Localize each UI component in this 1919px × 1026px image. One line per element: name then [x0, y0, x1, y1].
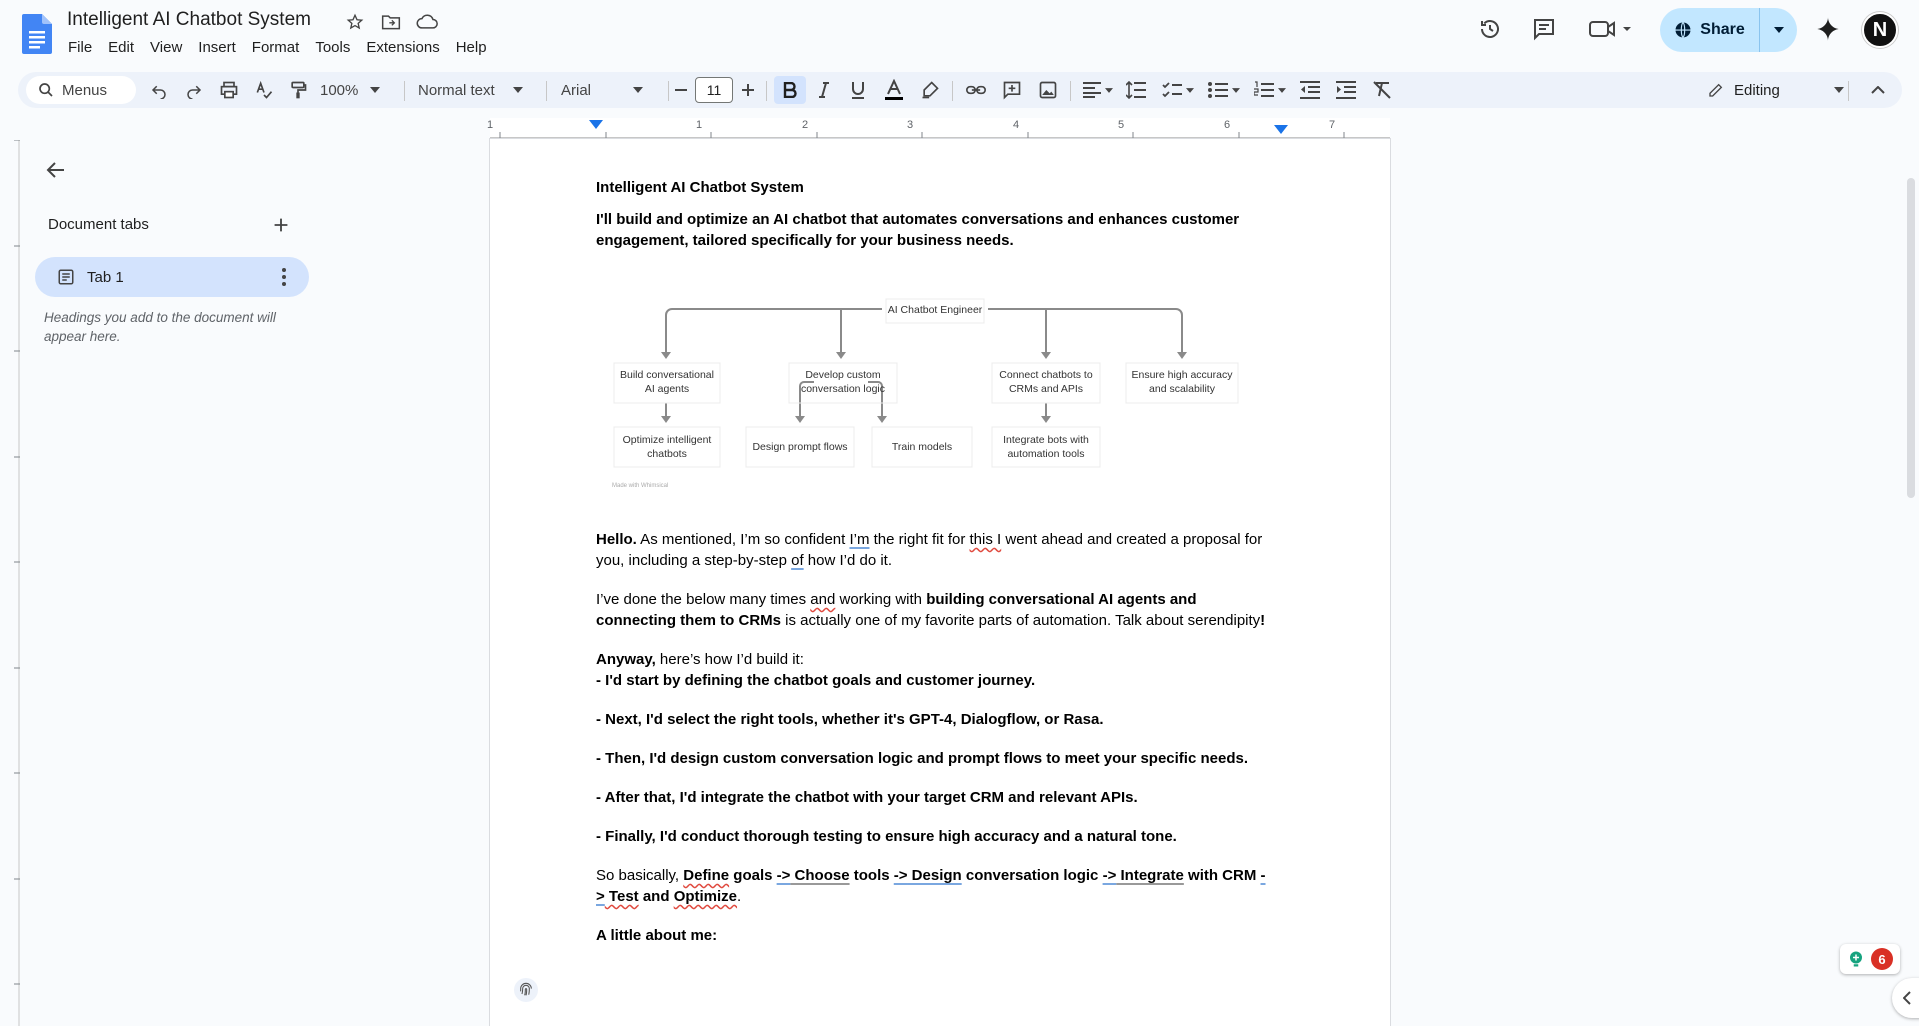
bulb-icon: [1847, 950, 1865, 968]
grammar-suggestion[interactable]: ->: [893, 867, 908, 884]
print-icon[interactable]: [214, 72, 244, 108]
diagram-node: Develop custom conversation logic: [800, 369, 886, 395]
text-color-icon[interactable]: [880, 72, 908, 108]
bulleted-list-select[interactable]: [1204, 72, 1244, 108]
align-select[interactable]: [1078, 72, 1118, 108]
diagram-node: Optimize intelligent chatbots: [622, 434, 712, 460]
ruler-label: 4: [1013, 119, 1020, 131]
grammar-suggestion[interactable]: Integrate: [1116, 867, 1184, 884]
ruler-ticks: [490, 118, 1390, 138]
bold-run: Anyway,: [596, 651, 656, 668]
clear-formatting-icon[interactable]: [1368, 72, 1396, 108]
highlight-color-icon[interactable]: [916, 72, 944, 108]
checklist-icon: [1162, 81, 1182, 99]
ruler-label: 1: [487, 119, 494, 131]
menu-help[interactable]: Help: [455, 39, 487, 56]
share-button[interactable]: [1660, 8, 1797, 52]
menu-tools[interactable]: Tools: [315, 39, 351, 56]
undo-icon[interactable]: [145, 72, 173, 108]
ruler-label: 3: [907, 119, 914, 131]
caret-down-icon: [1774, 27, 1784, 33]
assistant-suggestions-badge[interactable]: [1840, 944, 1900, 974]
caret-down-icon: [370, 87, 380, 93]
meet-icon[interactable]: [1588, 16, 1634, 42]
hide-menus-chevron-icon[interactable]: [1864, 72, 1892, 108]
paragraph-style-select[interactable]: [418, 72, 536, 108]
grammar-suggestion[interactable]: ->: [776, 867, 791, 884]
text-run: I’ve done the below many times: [596, 591, 811, 608]
architecture-diagram[interactable]: [596, 269, 1268, 519]
paint-format-icon[interactable]: [284, 72, 312, 108]
comments-icon[interactable]: [1531, 16, 1557, 42]
toolbar-divider: [1070, 81, 1071, 101]
decrease-font-size-icon[interactable]: [670, 72, 692, 108]
text-run: working with: [835, 591, 927, 608]
diagram-footer: Made with Whimsical: [612, 483, 669, 489]
caret-down-icon: [1834, 87, 1844, 93]
grammar-suggestion[interactable]: of: [791, 552, 804, 569]
star-icon[interactable]: [342, 11, 368, 33]
increase-font-size-icon[interactable]: [736, 72, 760, 108]
toolbar-divider: [546, 81, 547, 101]
cloud-saved-icon[interactable]: [414, 11, 440, 33]
insert-link-icon[interactable]: [962, 72, 990, 108]
right-indent-marker-icon[interactable]: [1274, 125, 1288, 135]
bold-run: goals: [729, 867, 777, 884]
version-history-icon[interactable]: [1477, 16, 1503, 42]
text-run: .: [737, 888, 742, 905]
bold-run: building conversational AI agents and connecting them to CRMs: [596, 591, 1197, 629]
pencil-icon: [1708, 82, 1724, 98]
diagram-root-node: AI Chatbot Engineer: [887, 304, 983, 316]
add-comment-icon[interactable]: [998, 72, 1026, 108]
vertical-scrollbar[interactable]: [1907, 178, 1915, 498]
step-item: - Finally, I'd conduct thorough testing to ensure high accuracy and a natural tone.: [596, 828, 1177, 845]
ruler-label: 2: [802, 119, 809, 131]
caret-down-icon: [633, 87, 643, 93]
document-title[interactable]: Intelligent AI Chatbot System: [67, 9, 311, 30]
bold-run: and: [638, 888, 674, 905]
step-item: - After that, I'd integrate the chatbot with your target CRM and relevant APIs.: [596, 789, 1138, 806]
bold-run: with CRM: [1183, 867, 1261, 884]
caret-down-icon: [1105, 88, 1113, 93]
diagram-node: Integrate bots with automation tools: [1003, 434, 1089, 460]
spellcheck-icon[interactable]: [250, 72, 278, 108]
bold-run: conversation logic: [961, 867, 1103, 884]
menu-extensions[interactable]: Extensions: [366, 39, 440, 56]
toolbar-divider: [766, 81, 767, 101]
editing-mode-select[interactable]: [1688, 72, 1848, 108]
globe-icon: [1674, 21, 1692, 39]
back-arrow-icon[interactable]: [44, 158, 68, 182]
ruler-label: 6: [1224, 119, 1231, 131]
tab-1-label: Tab 1: [87, 268, 124, 286]
text-run: here’s how I’d build it:: [655, 651, 804, 668]
menu-insert[interactable]: Insert: [198, 39, 236, 56]
more-options-icon[interactable]: [281, 267, 287, 287]
formatting-toolbar: [18, 72, 1902, 108]
document-body[interactable]: [596, 177, 1268, 964]
ruler-label: 5: [1118, 119, 1125, 131]
title-actions: [342, 11, 440, 33]
suggestion-count: 6: [1871, 948, 1893, 970]
spelling-suggestion[interactable]: this I: [969, 531, 1002, 548]
diagram-node: Design prompt flows: [752, 441, 848, 453]
spelling-suggestion[interactable]: Optimize: [673, 888, 738, 905]
grammar-suggestion[interactable]: ->: [596, 867, 1266, 905]
italic-icon[interactable]: [810, 72, 838, 108]
horizontal-ruler[interactable]: [0, 118, 1919, 138]
share-label: Share: [1700, 21, 1745, 38]
about-heading: A little about me:: [596, 927, 718, 944]
spelling-suggestion[interactable]: and: [810, 591, 836, 608]
grammar-suggestion[interactable]: Design: [907, 867, 962, 884]
menus-label: Menus: [62, 81, 108, 99]
hello-bold: Hello.: [596, 531, 637, 548]
spelling-suggestion[interactable]: Test: [604, 888, 639, 905]
zoom-value: 100%: [320, 81, 359, 99]
text-run: went ahead and created a proposal for you, including a step-by-step: [596, 531, 1263, 569]
step-item: - Next, I'd select the right tools, whether it's GPT-4, Dialogflow, or Rasa.: [596, 711, 1104, 728]
menu-edit[interactable]: Edit: [108, 39, 135, 56]
doc-subtitle: I'll build and optimize an AI chatbot that automates conversations and enhances customer engagement, tailored specifically for your business needs.: [596, 211, 1240, 249]
text-run: the right fit for: [869, 531, 970, 548]
doc-title-line: Intelligent AI Chatbot System: [596, 179, 804, 196]
toolbar-divider: [952, 81, 953, 101]
paragraph-hello: [596, 529, 1268, 571]
fingerprint-icon[interactable]: [514, 978, 538, 1002]
menu-bar: [60, 37, 495, 58]
bold-run: !: [1260, 612, 1266, 629]
text-run: how I’d do it.: [803, 552, 893, 569]
docs-logo-icon[interactable]: [22, 14, 52, 54]
headings-hint: Headings you add to the document will appear here.: [44, 310, 276, 344]
tab-1[interactable]: [35, 257, 309, 297]
document-page[interactable]: [490, 139, 1390, 1026]
caret-down-icon: [513, 87, 523, 93]
diagram-node: Connect chatbots to CRMs and APIs: [999, 369, 1093, 395]
menu-format[interactable]: Format: [251, 39, 300, 56]
document-tab-icon: [57, 268, 75, 286]
paragraph-anyway: [596, 649, 1268, 670]
font-value: Arial: [561, 81, 592, 99]
underline-icon[interactable]: [844, 72, 872, 108]
caret-down-icon: [1278, 88, 1286, 93]
toolbar-divider: [404, 81, 405, 101]
zoom-select[interactable]: [320, 72, 392, 108]
paragraph-summary: [596, 865, 1268, 907]
ruler-track: [487, 118, 1390, 138]
ruler-label: 7: [1329, 119, 1336, 131]
caret-down-icon: [1186, 88, 1194, 93]
grammar-suggestion[interactable]: ->: [1102, 867, 1117, 884]
text-run: As mentioned, I’m so confident: [636, 531, 850, 548]
bulleted-list-icon: [1208, 81, 1228, 99]
paragraph-experience: [596, 589, 1268, 631]
toolbar-divider: [1848, 81, 1849, 101]
style-value: Normal text: [418, 81, 495, 99]
account-avatar[interactable]: N: [1862, 12, 1898, 48]
editing-label: Editing: [1734, 81, 1780, 99]
share-dropdown[interactable]: [1760, 8, 1797, 52]
insert-image-icon[interactable]: [1034, 72, 1062, 108]
grammar-suggestion[interactable]: I’m: [849, 531, 870, 548]
bold-icon[interactable]: [774, 72, 806, 108]
bold-run: tools: [849, 867, 894, 884]
line-spacing-icon[interactable]: [1122, 72, 1150, 108]
font-size-input[interactable]: 11: [695, 77, 733, 103]
step-item: - I'd start by defining the chatbot goals and customer journey.: [596, 672, 1036, 689]
chevron-left-icon: [1903, 991, 1911, 1005]
text-run: is actually one of my favorite parts of automation. Talk about serendipity: [781, 612, 1261, 629]
search-icon: [38, 82, 54, 98]
share-main[interactable]: [1660, 8, 1760, 52]
redo-icon[interactable]: [180, 72, 208, 108]
vertical-ruler[interactable]: [0, 140, 20, 1026]
menu-file[interactable]: File: [68, 39, 93, 56]
diagram-node: Train models: [891, 441, 953, 453]
numbered-list-icon: [1254, 81, 1274, 99]
numbered-list-select[interactable]: [1250, 72, 1290, 108]
ruler-label: 1: [696, 119, 703, 131]
move-folder-icon[interactable]: [378, 11, 404, 33]
vertical-ruler-ticks: [0, 140, 20, 1026]
menu-view[interactable]: View: [150, 39, 183, 56]
title-bar: [0, 0, 1919, 64]
text-run: So basically,: [596, 867, 684, 884]
toolbar-divider: [668, 81, 669, 101]
increase-indent-icon[interactable]: [1332, 72, 1360, 108]
side-panel-toggle[interactable]: [1892, 978, 1919, 1018]
font-family-select[interactable]: [561, 72, 661, 108]
step-item: - Then, I'd design custom conversation logic and prompt flows to meet your specific needs.: [596, 750, 1249, 767]
menus-search[interactable]: [26, 76, 136, 104]
checklist-select[interactable]: [1158, 72, 1198, 108]
align-left-icon: [1083, 82, 1101, 98]
diagram-node: Ensure high accuracy and scalability: [1131, 369, 1233, 395]
gemini-icon[interactable]: [1815, 16, 1841, 42]
add-tab-icon[interactable]: [270, 214, 292, 236]
document-tabs-heading: Document tabs: [48, 216, 149, 233]
grammar-suggestion[interactable]: Choose: [790, 867, 850, 884]
diagram-node: Build conversational AI agents: [620, 369, 714, 395]
caret-down-icon: [1232, 88, 1240, 93]
left-indent-marker-icon[interactable]: [589, 120, 603, 130]
spelling-suggestion[interactable]: Define: [683, 867, 730, 884]
decrease-indent-icon[interactable]: [1296, 72, 1324, 108]
